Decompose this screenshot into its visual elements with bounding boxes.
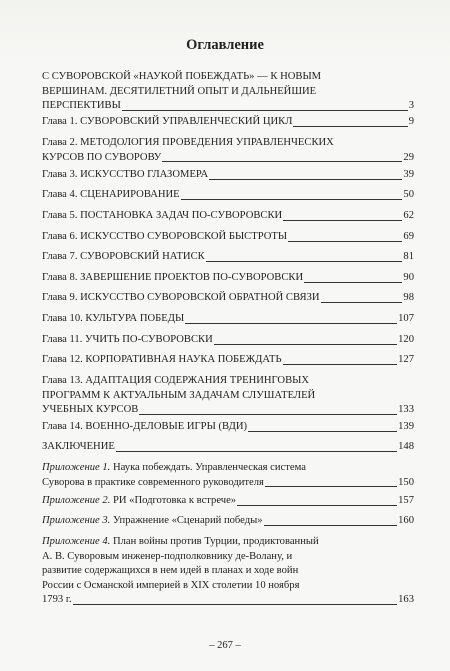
toc-page-number: 9 (408, 116, 414, 127)
toc-entry-title: ЗАВЕРШЕНИЕ ПРОЕКТОВ ПО-СУВОРОВСКИ (80, 272, 304, 283)
toc-entry (42, 440, 414, 455)
toc-entry-title: СУВОРОВСКИЙ НАТИСК (80, 251, 205, 262)
toc-page-number: 139 (398, 421, 414, 432)
toc-entry-text (42, 168, 208, 183)
toc-entry-line (42, 461, 414, 476)
toc-entry (42, 420, 414, 435)
toc-entry-text (42, 551, 292, 562)
toc-entry-last-line (42, 476, 414, 491)
toc-entry-last-line (42, 494, 414, 509)
toc-leader-line (288, 241, 402, 242)
toc-entry-prefix: Приложение 4. (42, 536, 113, 547)
toc-entry-title: КУРСОВ ПО СУВОРОВУ (42, 151, 162, 163)
toc-entry-text (42, 420, 247, 435)
toc-entry-title: План войны против Турции, продиктованный (112, 536, 319, 547)
toc-entry-title: ПРОГРАММ К АКТУАЛЬНЫМ ЗАДАЧАМ СЛУШАТЕЛЕЙ (42, 389, 316, 401)
toc-entry-title: КУЛЬТУРА ПОБЕДЫ (85, 313, 185, 324)
toc-entry-title: ВЕРШИНАМ. ДЕСЯТИЛЕТНИЙ ОПЫТ И ДАЛЬНЕЙШИЕ (42, 85, 317, 97)
toc-entry-text (42, 390, 315, 401)
toc-entry-title: СУВОРОВСКИЙ УПРАВЛЕНЧЕСКИЙ ЦИКЛ (80, 116, 293, 127)
toc-entry-title: МЕТОДОЛОГИЯ ПРОВЕДЕНИЯ УПРАВЛЕНЧЕСКИХ (80, 137, 334, 148)
toc-leader-line (293, 126, 407, 127)
toc-entry-text (42, 230, 287, 245)
toc-entry-title: КОРПОРАТИВНАЯ НАУКА ПОБЕЖДАТЬ (85, 354, 282, 365)
toc-entry (42, 250, 414, 265)
toc-entry-title: А. В. Суворовым инженер-подполковнику де-Волану, и (42, 550, 293, 562)
toc-entry (42, 535, 414, 608)
toc-entry-text (42, 580, 299, 591)
toc-entry-prefix: Глава 11. (42, 334, 86, 345)
toc-entry-line (42, 70, 414, 85)
toc-entry-title: ВОЕННО-ДЕЛОВЫЕ ИГРЫ (ВДИ) (85, 421, 248, 432)
toc-entry-text (42, 333, 213, 348)
toc-entry-line (42, 389, 414, 404)
toc-leader-line (209, 179, 402, 180)
toc-entry-title: РИ «Подготовка к встрече» (112, 495, 237, 506)
toc-entry-line (42, 85, 414, 100)
toc-page-number: 150 (398, 476, 414, 488)
toc-entry-text (42, 188, 180, 203)
toc-entry (42, 188, 414, 203)
toc-page-number: 127 (398, 354, 414, 365)
toc-leader-line (283, 364, 398, 365)
toc-entry-prefix: Глава 5. (42, 210, 81, 221)
toc-leader-line (283, 220, 402, 221)
toc-entry-last-line (42, 271, 414, 286)
toc-entry (42, 230, 414, 245)
toc-entry-text (42, 353, 282, 368)
toc-entry (42, 514, 414, 529)
toc-page-number: 39 (403, 169, 414, 180)
toc-entry-text (42, 271, 303, 286)
toc-entry-line (42, 374, 414, 389)
toc-entry (42, 168, 414, 183)
toc-entry-prefix: Приложение 3. (42, 515, 113, 526)
toc-entry-text (42, 536, 319, 547)
toc-entry-title: развитие содержащихся в нем идей в планах и ходе войн (42, 565, 299, 576)
toc-entry-text (42, 291, 320, 306)
toc-entry-text (42, 476, 264, 491)
toc-entry-title: ИСКУССТВО СУВОРОВСКОЙ ОБРАТНОЙ СВЯЗИ (80, 292, 320, 303)
toc-entry (42, 353, 414, 368)
toc-entry-last-line (42, 353, 414, 368)
toc-entry-line (42, 564, 414, 579)
toc-entry-prefix: Глава 9. (42, 292, 81, 303)
toc-page-number: 157 (398, 495, 414, 506)
toc-entry-title: УЧИТЬ ПО-СУВОРОВСКИ (85, 334, 213, 345)
toc-page-number: 90 (403, 272, 414, 283)
toc-entry (42, 494, 414, 509)
toc-entry-text (42, 375, 309, 386)
toc-entry-title: 1793 г. (42, 594, 72, 605)
toc-entry-text (42, 209, 282, 224)
toc-entry-line (42, 550, 414, 565)
toc-entry-prefix: Приложение 1. (42, 462, 113, 473)
toc-entry-last-line (42, 99, 414, 114)
toc-entry-text (42, 593, 72, 608)
toc-leader-line (214, 344, 397, 345)
toc-entry-last-line (42, 230, 414, 245)
toc-entry (42, 271, 414, 286)
toc-entry-prefix: Глава 2. (42, 137, 81, 148)
toc-entry (42, 209, 414, 224)
toc-leader-line (122, 110, 408, 111)
toc-entry-prefix: Глава 13. (42, 375, 86, 386)
toc-entry-title: ИСКУССТВО СУВОРОВСКОЙ БЫСТРОТЫ (80, 231, 288, 242)
toc-entry-text (42, 137, 334, 148)
toc-page-number: 81 (403, 251, 414, 262)
toc-entry-title: ИСКУССТВО ГЛАЗОМЕРА (80, 169, 209, 180)
toc-entry-last-line (42, 151, 414, 166)
toc-entry (42, 461, 414, 490)
toc-entry-text (42, 86, 316, 97)
toc-entry-text (42, 115, 292, 130)
toc-entry-last-line (42, 593, 414, 608)
toc-entry-line (42, 535, 414, 550)
toc-entry-title: УЧЕБНЫХ КУРСОВ (42, 404, 139, 415)
toc-entry (42, 136, 414, 165)
toc-entry-title: России с Османской империей в XIX столетии 10 ноября (42, 579, 300, 591)
toc-entry (42, 374, 414, 418)
toc-entry-last-line (42, 209, 414, 224)
toc-leader-line (116, 451, 397, 452)
toc-entry-last-line (42, 440, 414, 455)
toc-entry-text (42, 250, 205, 265)
toc-entry-prefix: Глава 3. (42, 169, 81, 180)
toc-leader-line (265, 486, 397, 487)
toc-leader-line (264, 525, 398, 526)
toc-entry-last-line (42, 115, 414, 130)
toc-entry-text (42, 440, 115, 455)
toc-leader-line (321, 302, 403, 303)
toc-entry-text (42, 403, 138, 418)
toc-page-number: 107 (398, 313, 414, 324)
toc-leader-line (73, 604, 397, 605)
toc-leader-line (304, 282, 402, 283)
toc-entry-text (42, 494, 236, 509)
toc-entry-last-line (42, 514, 414, 529)
toc-page-number: 133 (398, 404, 414, 415)
toc-entry-text (42, 151, 161, 166)
toc-entry (42, 312, 414, 327)
toc-leader-line (206, 261, 403, 262)
toc-entry (42, 115, 414, 130)
toc-page-number: 29 (403, 151, 414, 163)
toc-entry-title: Суворова в практике современного руководителя (42, 476, 264, 488)
toc-entry-last-line (42, 403, 414, 418)
toc-page-number: 120 (398, 334, 414, 345)
toc-entry-last-line (42, 188, 414, 203)
toc-leader-line (139, 414, 397, 415)
toc-entry-last-line (42, 333, 414, 348)
toc-entry (42, 333, 414, 348)
toc-page-number: 148 (398, 441, 414, 452)
page-title: Оглавление (186, 37, 264, 53)
toc-entry-text (42, 71, 321, 82)
toc-entry-title: АДАПТАЦИЯ СОДЕРЖАНИЯ ТРЕНИНГОВЫХ (85, 375, 310, 386)
toc-entry-prefix: Глава 6. (42, 231, 81, 242)
toc-leader-line (185, 323, 397, 324)
toc-entry-prefix: Приложение 2. (42, 495, 113, 506)
toc-entry-text (42, 99, 121, 114)
toc-page-number: 50 (403, 189, 414, 200)
toc-entry-prefix: Глава 8. (42, 272, 81, 283)
toc-entry-prefix: Глава 4. (42, 189, 81, 200)
toc-entry-title: ПОСТАНОВКА ЗАДАЧ ПО-СУВОРОВСКИ (80, 210, 283, 221)
toc-entry-last-line (42, 250, 414, 265)
toc-leader-line (237, 505, 397, 506)
toc-entry-last-line (42, 168, 414, 183)
toc-entry-title: ПЕРСПЕКТИВЫ (42, 100, 121, 111)
toc-page-number: 69 (403, 231, 414, 242)
toc-entry-text (42, 462, 306, 473)
toc-page-number: 163 (398, 594, 414, 605)
toc-entry-last-line (42, 420, 414, 435)
toc-leader-line (162, 161, 402, 162)
page-number: – 267 – (209, 640, 241, 651)
toc-page-number: 62 (403, 210, 414, 221)
toc-entry-prefix: Глава 14. (42, 421, 86, 432)
toc-entry-text (42, 565, 298, 576)
toc-entry-text (42, 514, 263, 529)
toc-leader-line (181, 199, 403, 200)
toc-entry-line (42, 136, 414, 151)
toc-entry-title: СЦЕНАРИРОВАНИЕ (80, 189, 180, 200)
toc-entry-title: С СУВОРОВСКОЙ «НАУКОЙ ПОБЕЖДАТЬ» — К НОВЫМ (42, 71, 322, 82)
toc-entry-last-line (42, 291, 414, 306)
toc-entry (42, 291, 414, 306)
toc-entry-prefix: Глава 10. (42, 313, 86, 324)
toc-entry-title: ЗАКЛЮЧЕНИЕ (42, 441, 115, 452)
toc-entry-prefix: Глава 12. (42, 354, 86, 365)
toc-entry-line (42, 579, 414, 594)
toc-entry-last-line (42, 312, 414, 327)
toc-entry-prefix: Глава 7. (42, 251, 81, 262)
toc-entry-prefix: Глава 1. (42, 116, 81, 127)
toc-page-number: 3 (408, 100, 414, 111)
toc-page-number: 160 (398, 515, 414, 526)
toc-page-number: 98 (403, 292, 414, 303)
toc-entry-title: Наука побеждать. Управленческая система (112, 462, 306, 473)
toc-entry-title: Упражнение «Сценарий победы» (112, 515, 263, 526)
toc-entry-text (42, 312, 184, 327)
toc-entry (42, 70, 414, 114)
toc-leader-line (248, 431, 397, 432)
